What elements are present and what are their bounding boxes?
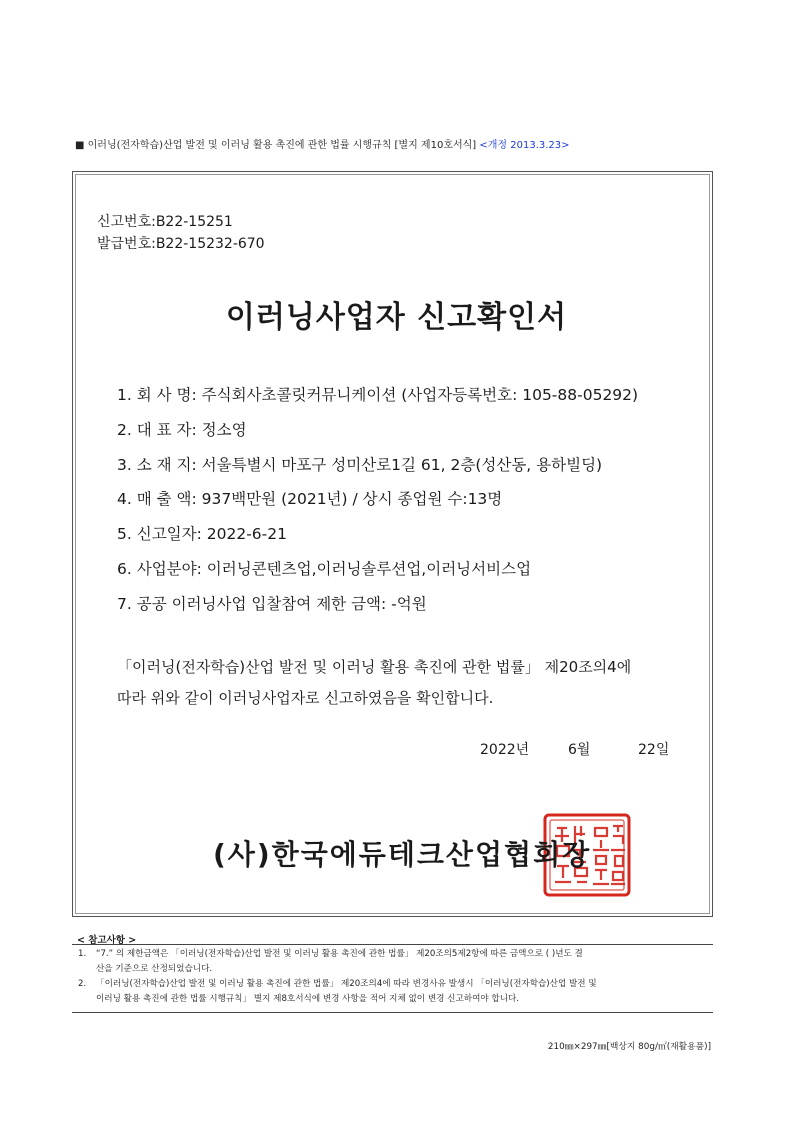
date-year: 2022년 [480,742,530,758]
item-revenue: 4. 매 출 액: 937백만원 (2021년) / 상시 종업원 수:13명 [117,490,503,509]
form-header-text: 이러닝(전자학습)산업 발전 및 이러닝 활용 촉진에 관한 법률 시행규칙 [별지 제10호서식] [87,140,477,151]
note-number: 2. [78,979,87,989]
note-text-continued: 산을 기준으로 산정되었습니다. [96,964,213,974]
item-representative: 2. 대 표 자: 정소영 [117,420,247,439]
square-bullet-icon: ■ [75,140,85,151]
statement-line-2: 따라 위와 같이 이러닝사업자로 신고하였음을 확인합니다. [117,689,494,707]
item-address: 3. 소 재 지: 서울특별시 마포구 성미산로1길 61, 2층(성산동, 용하빌딩) [117,455,603,474]
reference-bottom-divider [72,1012,713,1013]
reference-heading: < 참고사항 > [77,935,137,946]
note-text: “7.” 의 제한금액은 「이러닝(전자학습)산업 발전 및 이러닝 활용 촉진에 관한 법률」 제20조의5제2항에 따른 금액으로 ( )년도 결 [96,949,583,959]
note-text-continued: 이러닝 활용 촉진에 관한 법률 시행규칙」 별지 제8호서식에 변경 사항을 적어 지체 없이 변경 신고하여야 합니다. [96,994,520,1004]
form-header [75,136,570,151]
paper-spec: 210㎜×297㎜[백상지 80g/㎡(재활용품)] [547,1042,711,1052]
note-text: 「이러닝(전자학습)산업 발전 및 이러닝 활용 촉진에 관한 법률」 제20조의4에 따라 변경사유 발생시 「이러닝(전자학습)산업 발전 및 [96,979,597,989]
item-business-field: 6. 사업분야: 이러닝콘텐츠업,이러닝솔루션업,이러닝서비스업 [117,559,532,578]
reference-note-2 [78,977,597,1007]
report-number: 신고번호:B22-15251 [97,214,233,230]
reference-divider [72,944,713,945]
item-report-date: 5. 신고일자: 2022-6-21 [117,525,287,544]
item-bid-limit: 7. 공공 이러닝사업 입찰참여 제한 금액: -억원 [117,594,427,613]
certificate-numbers [97,211,265,255]
statement-line-1: 「이러닝(전자학습)산업 발전 및 이러닝 활용 촉진에 관한 법률」 제20조의4에 [117,658,632,676]
confirmation-statement [117,652,631,714]
issuer-name: (사)한국에듀테크산업협회장 [213,838,592,871]
revision-date: <개정 2013.3.23> [479,140,570,151]
page-title: 이러닝사업자 신고확인서 [225,300,568,335]
certificate-items [117,382,638,626]
date-day: 22일 [638,742,670,758]
reference-note-1 [78,947,583,977]
item-company-name: 1. 회 사 명: 주식회사초콜릿커뮤니케이션 (사업자등록번호: 105-88-05292) [117,386,639,404]
note-number: 1. [78,949,87,959]
issue-number: 발급번호:B22-15232-670 [97,236,265,252]
date-month: 6월 [568,742,591,758]
